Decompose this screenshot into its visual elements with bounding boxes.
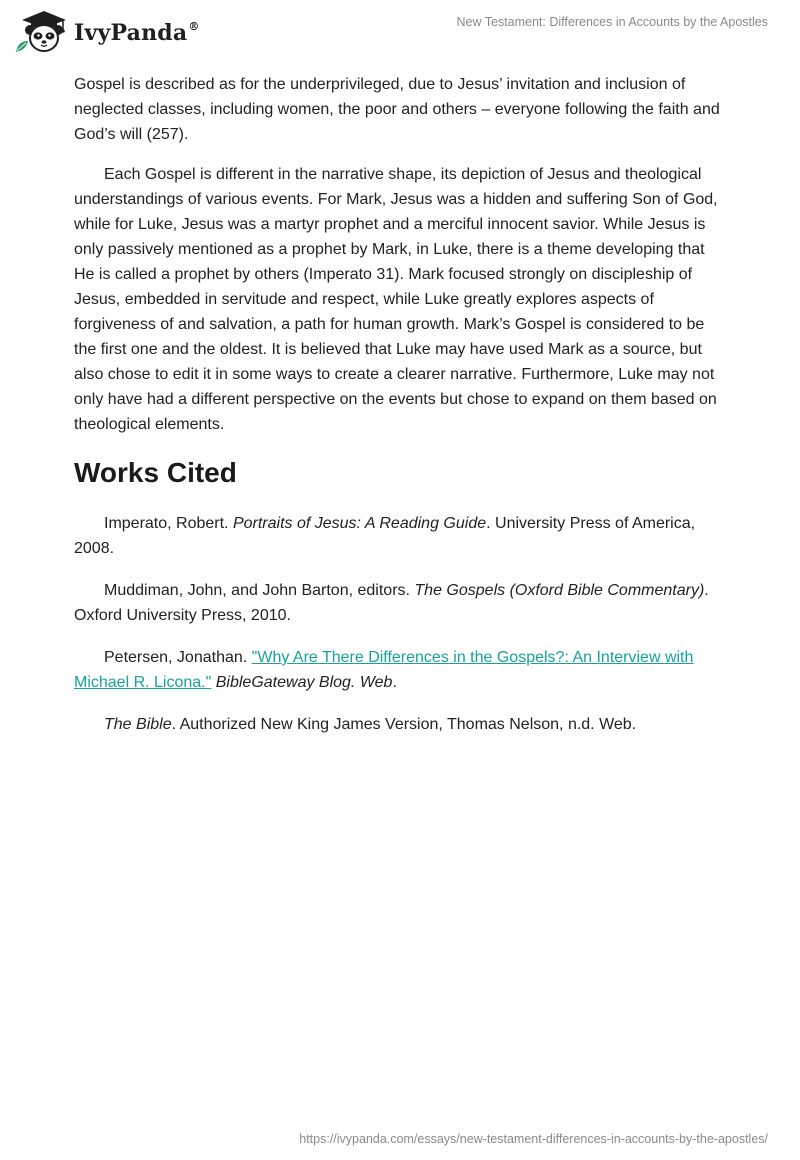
citation: Imperato, Robert. Portraits of Jesus: A Reading Guide. University Press of America, 2008. xyxy=(74,515,696,557)
panda-graduate-icon xyxy=(14,8,72,54)
paragraph: Each Gospel is different in the narrative shape, its depiction of Jesus and theological understandings of various events. For Mark, Jesus was a hidden and suffering Son of God, while for Luke, Jesus was a martyr prophet and a merciful innocent savior. While Jesus is only passively mentioned as a prophet by Mark, in Luke, there is a theme developing that He is called a prophet by others (Imperato 31). Mark focused strongly on discipleship of Jesus, embedded in servitude and respect, while Luke greatly explores aspects of forgiveness of and salvation, a path for human growth. Mark’s Gospel is considered to be the first one and the oldest. It is believed that Luke may have used Mark as a source, but also chose to edit it in some ways to create a clearer narrative. Furthermore, Luke may not only have had a different perspective on the events but chose to expand on them based on theological elements. xyxy=(74,166,718,433)
essay-content xyxy=(74,72,726,754)
ivypanda-logo[interactable] xyxy=(14,8,200,54)
source-url: https://ivypanda.com/essays/new-testament-differences-in-accounts-by-the-apostles/ xyxy=(299,1132,768,1146)
citation: Petersen, Jonathan. "Why Are There Differences in the Gospels?: An Interview with Michael R. Licona." BibleGateway Blog. Web. xyxy=(74,649,694,691)
citation: Muddiman, John, and John Barton, editors. The Gospels (Oxford Bible Commentary). Oxford University Press, 2010. xyxy=(74,582,709,624)
citation: The Bible. Authorized New King James Version, Thomas Nelson, n.d. Web. xyxy=(104,716,637,733)
page-header xyxy=(0,0,800,60)
citation-link[interactable]: "Why Are There Differences in the Gospels?: An Interview with Michael R. Licona." xyxy=(74,649,694,691)
paragraph: Gospel is described as for the underprivileged, due to Jesus’ invitation and inclusion of neglected classes, including women, the poor and others – everyone following the faith and God’s will (257). xyxy=(74,76,720,143)
works-cited-list xyxy=(74,511,726,737)
brand-name: IvyPanda® xyxy=(74,19,200,46)
works-cited-heading: Works Cited xyxy=(74,457,237,488)
document-title: New Testament: Differences in Accounts by the Apostles xyxy=(456,15,768,29)
